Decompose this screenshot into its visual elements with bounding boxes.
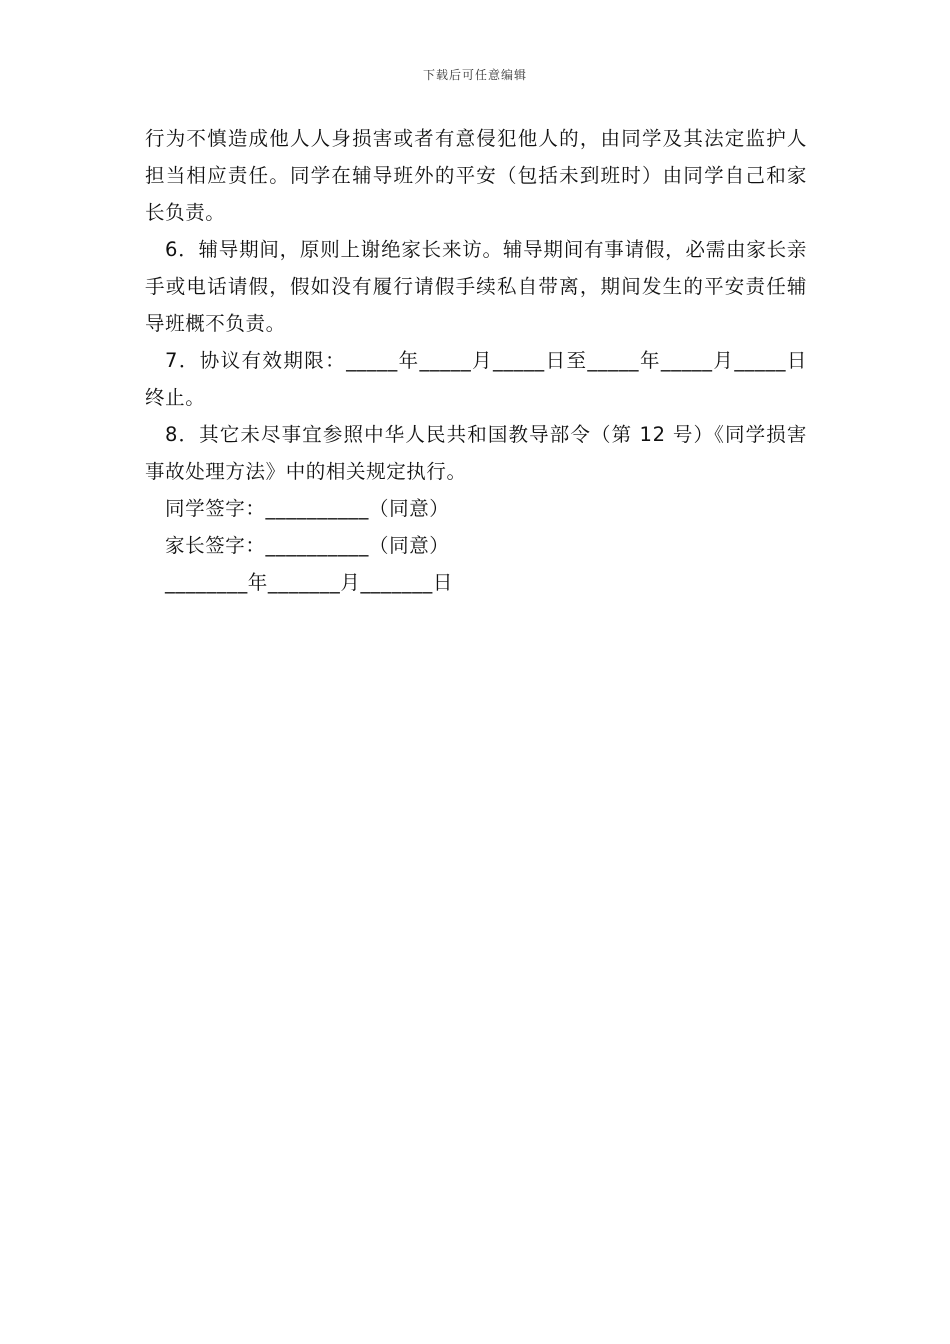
date-line: ________年_______月_______日 xyxy=(165,571,453,594)
page-header: 下载后可任意编辑 xyxy=(422,68,527,82)
paragraph-7: 7．协议有效期限：_____年_____月_____日至_____年_____月_____日终止。 xyxy=(145,349,807,409)
student-signature-line: 同学签字：__________（同意） xyxy=(165,497,450,520)
paragraph-8: 8．其它未尽事宜参照中华人民共和国教导部令（第 12 号）《同学损害事故处理方法》中的相关规定执行。 xyxy=(145,423,807,483)
document-body xyxy=(145,120,807,601)
paragraph-6: 6．辅导期间，原则上谢绝家长来访。辅导期间有事请假，必需由家长亲手或电话请假，假如没有履行请假手续私自带离，期间发生的平安责任辅导班概不负责。 xyxy=(145,238,807,335)
paragraph-continuation: 行为不慎造成他人人身损害或者有意侵犯他人的，由同学及其法定监护人担当相应责任。同学在辅导班外的平安（包括未到班时）由同学自己和家长负责。 xyxy=(145,127,807,224)
parent-signature-line: 家长签字：__________（同意） xyxy=(165,534,450,557)
